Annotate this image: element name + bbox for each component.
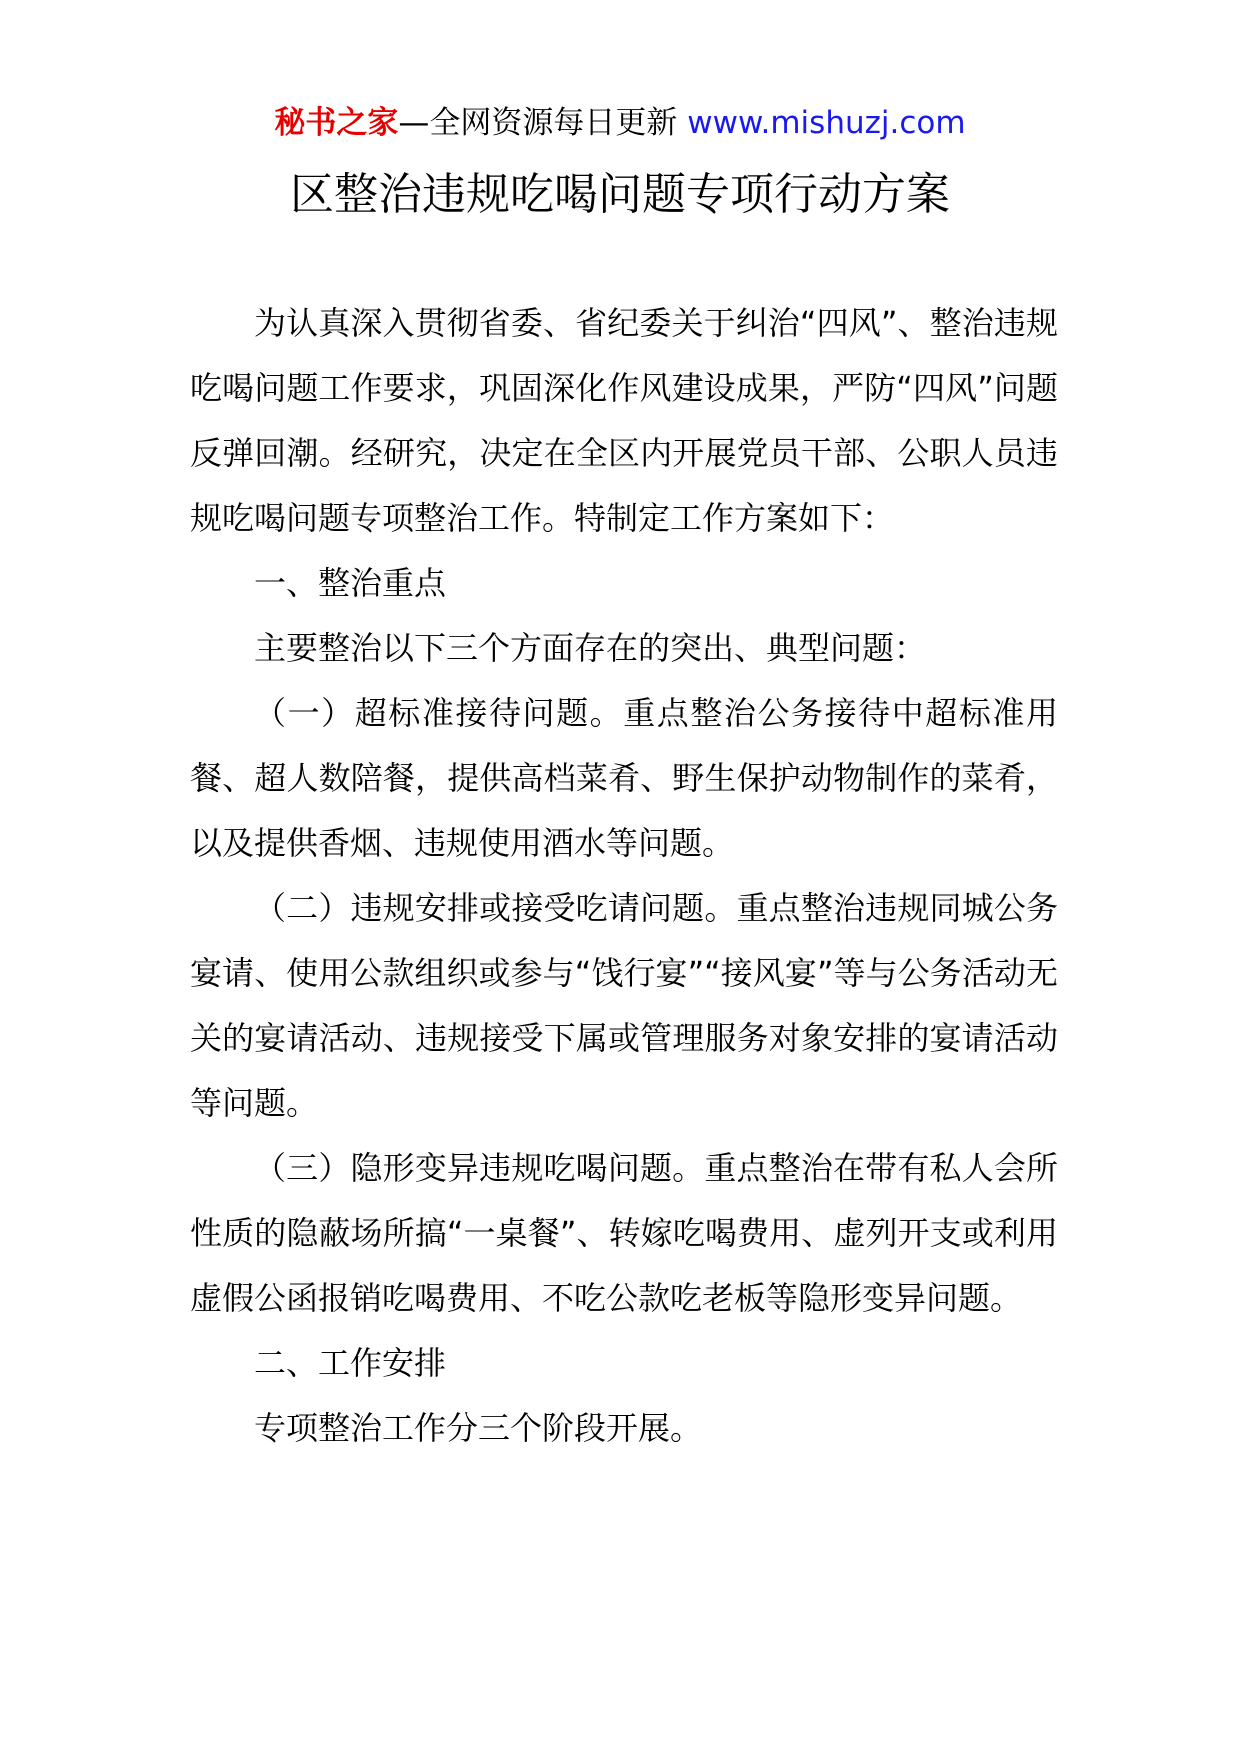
section-heading-1: 一、整治重点 <box>254 564 447 602</box>
brand-name: 秘书之家 <box>274 105 399 141</box>
section-heading-2: 二、工作安排 <box>254 1344 447 1382</box>
intro-paragraph: 为认真深入贯彻省委、省纪委关于纠治“四风”、整治违规吃喝问题工作要求，巩固深化作风建设成果，严防“四风”问题反弹回潮。经研究，决定在全区内开展党员干部、公职人员违规吃喝问题专项整治工作。特制定工作方案如下： <box>190 304 1058 537</box>
header-tagline: —全网资源每日更新 <box>398 105 678 141</box>
site-url-link[interactable]: www.mishuzj.com <box>687 105 966 141</box>
item-paragraph-1: （一）超标准接待问题。重点整治公务接待中超标准用餐、超人数陪餐，提供高档菜肴、野生保护动物制作的菜肴，以及提供香烟、违规使用酒水等问题。 <box>190 694 1058 862</box>
document-title: 区整治违规吃喝问题专项行动方案 <box>290 169 950 220</box>
schedule-paragraph: 专项整治工作分三个阶段开展。 <box>254 1409 703 1447</box>
document-body <box>190 291 1058 1461</box>
item-paragraph-2: （二）违规安排或接受吃请问题。重点整治违规同城公务宴请、使用公款组织或参与“饯行宴”“接风宴”等与公务活动无关的宴请活动、违规接受下属或管理服务对象安排的宴请活动等问题。 <box>190 889 1058 1122</box>
site-header <box>0 98 1240 148</box>
section-intro: 主要整治以下三个方面存在的突出、典型问题： <box>254 629 927 667</box>
item-paragraph-3: （三）隐形变异违规吃喝问题。重点整治在带有私人会所性质的隐蔽场所搞“一桌餐”、转嫁吃喝费用、虚列开支或利用虚假公函报销吃喝费用、不吃公款吃老板等隐形变异问题。 <box>190 1149 1058 1317</box>
